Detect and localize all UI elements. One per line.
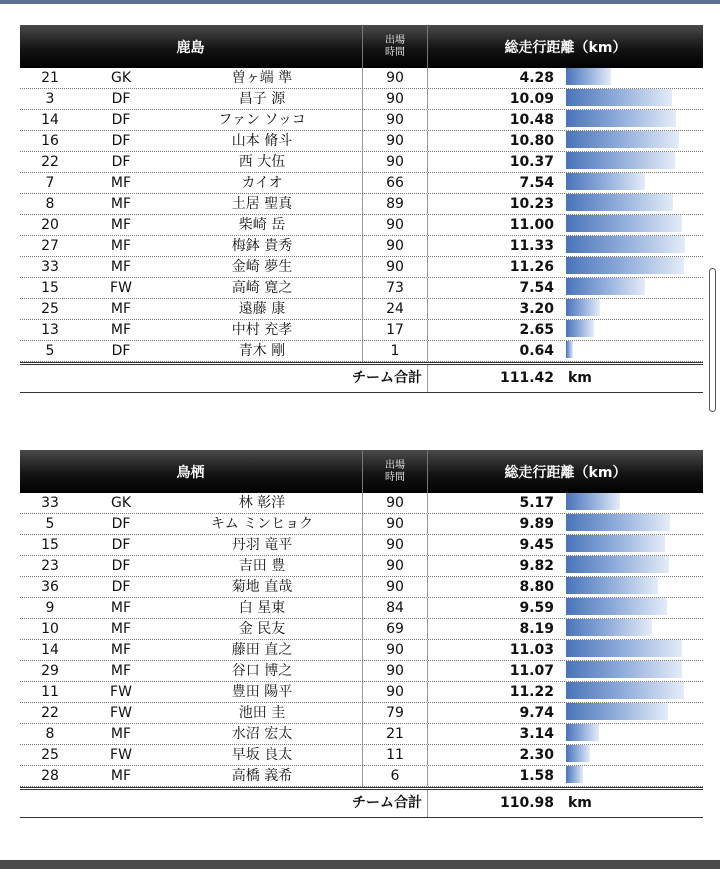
player-row xyxy=(20,131,703,152)
player-number: 29 xyxy=(41,663,59,679)
player-minutes: 89 xyxy=(362,194,428,214)
player-number: 15 xyxy=(41,280,59,296)
player-number: 5 xyxy=(45,516,55,532)
player-row xyxy=(20,236,703,257)
player-position: DF xyxy=(111,558,131,574)
player-name: カイオ xyxy=(241,175,283,191)
distance-bar xyxy=(566,682,684,699)
player-number: 20 xyxy=(41,217,59,233)
distance-bar xyxy=(566,661,682,678)
player-name: 早坂 良太 xyxy=(231,747,293,763)
player-minutes: 90 xyxy=(362,535,428,555)
player-minutes: 90 xyxy=(362,89,428,109)
played-time-label-2: 時間 xyxy=(385,46,405,58)
player-number: 8 xyxy=(45,196,55,212)
player-row xyxy=(20,661,703,682)
player-position: FW xyxy=(110,280,132,296)
played-time-label-2: 時間 xyxy=(385,471,405,483)
player-number: 22 xyxy=(41,705,59,721)
player-minutes: 84 xyxy=(362,598,428,618)
player-distance: 11.33 xyxy=(509,238,554,254)
top-border xyxy=(0,0,720,4)
player-row xyxy=(20,703,703,724)
distance-bar xyxy=(566,299,600,316)
player-position: DF xyxy=(111,112,131,128)
team-total-unit: km xyxy=(568,795,592,811)
player-minutes: 79 xyxy=(362,703,428,723)
distance-bar xyxy=(566,341,573,358)
player-position: MF xyxy=(110,175,132,191)
team-total-unit: km xyxy=(568,370,592,386)
player-name: 曽ヶ端 準 xyxy=(231,70,293,86)
distance-header: 総走行距離（km） xyxy=(504,39,627,56)
player-position: DF xyxy=(111,579,131,595)
player-row xyxy=(20,257,703,278)
player-number: 33 xyxy=(41,495,59,511)
player-distance: 7.54 xyxy=(519,280,554,296)
player-distance: 9.89 xyxy=(519,516,554,532)
distance-bar xyxy=(566,89,672,106)
distance-header: 総走行距離（km） xyxy=(504,464,627,481)
player-number: 3 xyxy=(45,91,55,107)
player-row xyxy=(20,493,703,514)
player-minutes: 90 xyxy=(362,257,428,277)
player-row xyxy=(20,299,703,320)
player-position: DF xyxy=(111,343,131,359)
player-position: FW xyxy=(110,747,132,763)
player-name: 西 大伍 xyxy=(238,154,286,170)
player-number: 13 xyxy=(41,322,59,338)
team-total-label: チーム合計 xyxy=(352,370,422,386)
team-name: 鹿島 xyxy=(176,39,205,56)
distance-bar xyxy=(566,257,684,274)
player-number: 11 xyxy=(41,684,59,700)
distance-bar xyxy=(566,577,658,594)
player-number: 23 xyxy=(41,558,59,574)
distance-bar xyxy=(566,598,667,615)
player-name: 藤田 直之 xyxy=(231,642,293,658)
player-number: 9 xyxy=(45,600,55,616)
player-name: 谷口 博之 xyxy=(231,663,293,679)
player-row xyxy=(20,640,703,661)
distance-bar xyxy=(566,215,682,232)
player-number: 27 xyxy=(41,238,59,254)
played-time-header xyxy=(362,25,428,68)
distance-bar xyxy=(566,619,652,636)
player-distance: 5.17 xyxy=(519,495,554,511)
distance-bar xyxy=(566,535,665,552)
player-row xyxy=(20,68,703,89)
player-minutes: 90 xyxy=(362,215,428,235)
player-minutes: 90 xyxy=(362,577,428,597)
player-name: 金崎 夢生 xyxy=(231,259,293,275)
player-position: MF xyxy=(110,726,132,742)
team-name: 鳥栖 xyxy=(176,464,205,481)
player-row xyxy=(20,173,703,194)
player-number: 33 xyxy=(41,259,59,275)
player-row xyxy=(20,194,703,215)
player-name: キム ミンヒョク xyxy=(210,516,314,532)
player-name: 豊田 陽平 xyxy=(231,684,293,700)
player-position: MF xyxy=(110,217,132,233)
player-minutes: 90 xyxy=(362,682,428,702)
team-total-value: 111.42 xyxy=(499,370,554,386)
player-name: 中村 充孝 xyxy=(231,322,293,338)
player-minutes: 90 xyxy=(362,640,428,660)
player-row xyxy=(20,320,703,341)
scrollbar-thumb[interactable] xyxy=(709,268,716,412)
player-row xyxy=(20,682,703,703)
player-row xyxy=(20,89,703,110)
player-minutes: 66 xyxy=(362,173,428,193)
player-minutes: 90 xyxy=(362,514,428,534)
player-distance: 9.82 xyxy=(519,558,554,574)
played-time-label-1: 出場 xyxy=(385,34,405,46)
player-row xyxy=(20,215,703,236)
player-number: 25 xyxy=(41,301,59,317)
player-position: GK xyxy=(110,70,132,86)
player-distance: 8.19 xyxy=(519,621,554,637)
player-position: FW xyxy=(110,684,132,700)
player-row xyxy=(20,535,703,556)
player-distance: 9.59 xyxy=(519,600,554,616)
player-row xyxy=(20,514,703,535)
player-name: 遠藤 康 xyxy=(238,301,286,317)
player-minutes: 17 xyxy=(362,320,428,340)
player-minutes: 90 xyxy=(362,110,428,130)
player-row xyxy=(20,724,703,745)
player-position: MF xyxy=(110,196,132,212)
player-distance: 2.65 xyxy=(519,322,554,338)
player-distance: 9.74 xyxy=(519,705,554,721)
player-number: 21 xyxy=(41,70,59,86)
player-number: 7 xyxy=(45,175,55,191)
player-name: 土居 聖真 xyxy=(231,196,293,212)
player-rows xyxy=(20,68,703,362)
team-total-label: チーム合計 xyxy=(352,795,422,811)
player-distance: 2.30 xyxy=(519,747,554,763)
player-position: DF xyxy=(111,154,131,170)
player-row xyxy=(20,745,703,766)
distance-bar xyxy=(566,493,620,510)
distance-bar xyxy=(566,703,668,720)
player-position: DF xyxy=(111,537,131,553)
player-position: MF xyxy=(110,621,132,637)
player-row xyxy=(20,278,703,299)
player-minutes: 73 xyxy=(362,278,428,298)
player-minutes: 11 xyxy=(362,745,428,765)
player-distance: 4.28 xyxy=(519,70,554,86)
distance-bar xyxy=(566,131,679,148)
player-name: 丹羽 竜平 xyxy=(231,537,293,553)
team-total-row xyxy=(20,362,703,393)
player-minutes: 90 xyxy=(362,556,428,576)
player-distance: 8.80 xyxy=(519,579,554,595)
player-minutes: 90 xyxy=(362,68,428,88)
player-name: 青木 剛 xyxy=(238,343,286,359)
player-distance: 11.03 xyxy=(509,642,554,658)
player-distance: 10.48 xyxy=(509,112,554,128)
player-name: 高崎 寛之 xyxy=(231,280,293,296)
player-distance: 11.22 xyxy=(509,684,554,700)
distance-bar xyxy=(566,556,669,573)
player-distance: 0.64 xyxy=(519,343,554,359)
player-position: GK xyxy=(110,495,132,511)
distance-bar xyxy=(566,278,645,295)
distance-bar xyxy=(566,320,594,337)
distance-bar xyxy=(566,724,599,741)
distance-bar xyxy=(566,640,682,657)
player-number: 16 xyxy=(41,133,59,149)
player-minutes: 90 xyxy=(362,152,428,172)
player-number: 14 xyxy=(41,642,59,658)
player-position: MF xyxy=(110,600,132,616)
player-name: 白 星東 xyxy=(238,600,286,616)
team-table-tosu xyxy=(20,450,703,818)
player-name: 金 民友 xyxy=(238,621,286,637)
player-distance: 9.45 xyxy=(519,537,554,553)
player-distance: 3.20 xyxy=(519,301,554,317)
player-distance: 1.58 xyxy=(519,768,554,784)
player-name: 水沼 宏太 xyxy=(231,726,293,742)
player-minutes: 6 xyxy=(362,766,428,786)
played-time-header xyxy=(362,450,428,493)
player-row xyxy=(20,556,703,577)
player-position: MF xyxy=(110,259,132,275)
team-total-row xyxy=(20,787,703,818)
player-position: MF xyxy=(110,768,132,784)
player-name: 山本 脩斗 xyxy=(231,133,293,149)
bottom-bar xyxy=(0,860,720,869)
player-distance: 10.37 xyxy=(509,154,554,170)
player-distance: 11.00 xyxy=(509,217,554,233)
distance-bar xyxy=(566,514,670,531)
player-name: 菊地 直哉 xyxy=(231,579,293,595)
player-position: MF xyxy=(110,301,132,317)
distance-bar xyxy=(566,766,583,783)
player-number: 15 xyxy=(41,537,59,553)
player-position: DF xyxy=(111,133,131,149)
team-table-kashima xyxy=(20,25,703,393)
player-name: 梅鉢 貴秀 xyxy=(231,238,293,254)
player-row xyxy=(20,341,703,362)
player-position: MF xyxy=(110,322,132,338)
player-number: 10 xyxy=(41,621,59,637)
player-row xyxy=(20,619,703,640)
player-minutes: 90 xyxy=(362,131,428,151)
player-position: DF xyxy=(111,516,131,532)
player-number: 14 xyxy=(41,112,59,128)
player-number: 25 xyxy=(41,747,59,763)
player-minutes: 90 xyxy=(362,661,428,681)
table-header xyxy=(20,25,703,68)
distance-bar xyxy=(566,745,590,762)
player-position: MF xyxy=(110,663,132,679)
player-name: ファン ソッコ xyxy=(218,112,306,128)
player-row xyxy=(20,766,703,787)
player-name: 柴崎 岳 xyxy=(238,217,286,233)
player-minutes: 21 xyxy=(362,724,428,744)
player-minutes: 90 xyxy=(362,236,428,256)
player-name: 吉田 豊 xyxy=(238,558,286,574)
team-total-value: 110.98 xyxy=(499,795,554,811)
player-rows xyxy=(20,493,703,787)
played-time-label-1: 出場 xyxy=(385,459,405,471)
player-distance: 10.23 xyxy=(509,196,554,212)
table-header xyxy=(20,450,703,493)
player-name: 池田 圭 xyxy=(238,705,286,721)
player-row xyxy=(20,110,703,131)
player-distance: 7.54 xyxy=(519,175,554,191)
player-minutes: 1 xyxy=(362,341,428,361)
distance-bar xyxy=(566,110,676,127)
distance-bar xyxy=(566,152,675,169)
player-position: FW xyxy=(110,705,132,721)
distance-bar xyxy=(566,68,611,85)
player-name: 昌子 源 xyxy=(238,91,286,107)
distance-bar xyxy=(566,173,645,190)
player-position: DF xyxy=(111,91,131,107)
player-row xyxy=(20,598,703,619)
player-distance: 10.09 xyxy=(509,91,554,107)
player-row xyxy=(20,577,703,598)
player-minutes: 90 xyxy=(362,493,428,513)
player-distance: 10.80 xyxy=(509,133,554,149)
player-position: MF xyxy=(110,238,132,254)
player-number: 36 xyxy=(41,579,59,595)
player-minutes: 24 xyxy=(362,299,428,319)
player-distance: 3.14 xyxy=(519,726,554,742)
player-row xyxy=(20,152,703,173)
distance-bar xyxy=(566,194,673,211)
player-name: 高橋 義希 xyxy=(231,768,293,784)
player-name: 林 彰洋 xyxy=(238,495,286,511)
player-minutes: 69 xyxy=(362,619,428,639)
player-number: 8 xyxy=(45,726,55,742)
player-number: 5 xyxy=(45,343,55,359)
distance-bar xyxy=(566,236,685,253)
player-position: MF xyxy=(110,642,132,658)
player-number: 28 xyxy=(41,768,59,784)
player-distance: 11.07 xyxy=(509,663,554,679)
player-number: 22 xyxy=(41,154,59,170)
player-distance: 11.26 xyxy=(509,259,554,275)
